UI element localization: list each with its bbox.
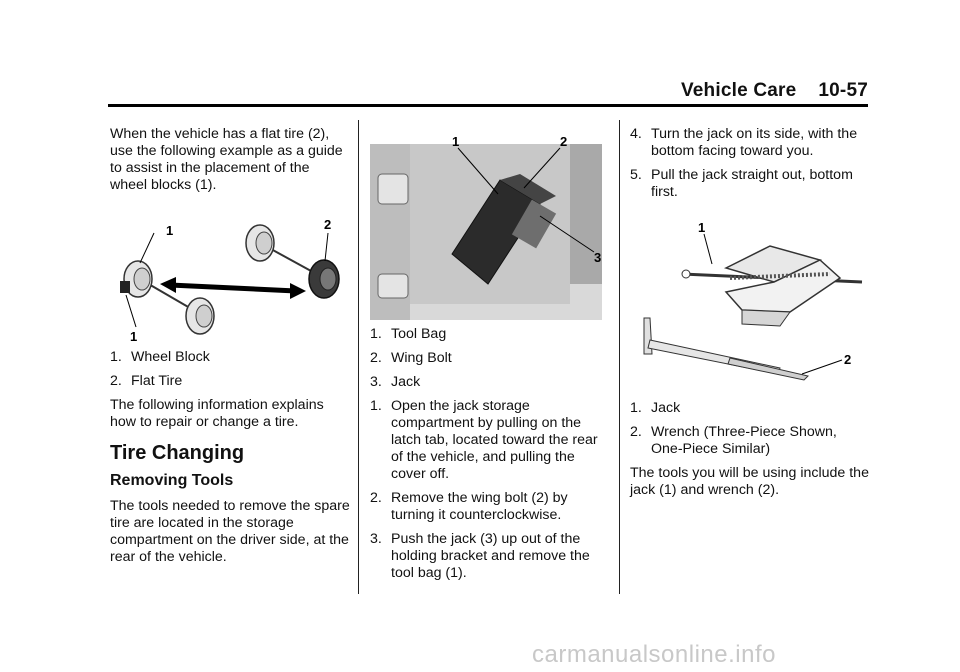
step-item: 3. Push the jack (3) up out of the holding bracket and remove the tool bag (1).	[370, 531, 590, 581]
column-2	[370, 134, 610, 589]
closing-paragraph: The tools you will be using include the jack (1) and wrench (2).	[630, 465, 869, 498]
jack-wrench-illustration	[630, 208, 870, 400]
callout-1: 1	[452, 134, 460, 149]
callout-1-top: 1	[166, 223, 174, 238]
callout-1-bottom: 1	[130, 329, 138, 344]
header-rule	[108, 104, 868, 107]
callout-1: 1	[698, 220, 706, 235]
info-paragraph: The following information explains how to repair or change a tire.	[110, 397, 324, 430]
legend-item: 2. Wing Bolt	[370, 350, 452, 366]
legend-item: 1. Wheel Block	[110, 349, 210, 365]
jack-storage-figure	[370, 134, 610, 320]
step-item: 1. Open the jack storage compartment by pulling on the latch tab, located toward the rear of the vehicle, and pulling the cover off.	[370, 398, 598, 482]
page-number: 10-57	[818, 80, 868, 101]
jack-wrench-figure	[630, 208, 870, 400]
page-header	[681, 80, 868, 102]
section-heading: Tire Changing	[110, 442, 245, 464]
wheel-block-figure	[110, 201, 350, 349]
subsection-heading: Removing Tools	[110, 472, 234, 489]
legend-item: 2. Flat Tire	[110, 373, 183, 389]
column-divider-2	[619, 120, 620, 594]
callout-2: 2	[844, 352, 852, 367]
section-title: Vehicle Care	[680, 80, 797, 101]
jack-storage-photo	[370, 134, 602, 320]
column-1	[110, 126, 350, 573]
legend-item: 2. Wrench (Three-Piece Shown, One-Piece Similar)	[630, 424, 837, 457]
step-item: 2. Remove the wing bolt (2) by turning it counterclockwise.	[370, 490, 568, 523]
step-item: 4. Turn the jack on its side, with the bottom facing toward you.	[630, 126, 858, 159]
column-3	[630, 126, 870, 506]
wheel-block-illustration	[110, 201, 350, 349]
tools-paragraph: The tools needed to remove the spare tire are located in the storage compartment on the driver side, at the rear of the vehicle.	[110, 498, 350, 565]
legend-item: 1. Jack	[630, 400, 681, 416]
legend-item: 3. Jack	[370, 374, 421, 390]
callout-2: 2	[324, 217, 332, 232]
watermark: carmanualsonline.info	[532, 641, 776, 668]
step-item: 5. Pull the jack straight out, bottom first.	[630, 167, 853, 200]
column-divider-1	[358, 120, 359, 594]
callout-2: 2	[560, 134, 568, 149]
callout-3: 3	[594, 250, 602, 265]
intro-paragraph: When the vehicle has a flat tire (2), use the following example as a guide to assist in the placement of the wheel blocks (1).	[110, 126, 343, 193]
legend-item: 1. Tool Bag	[370, 326, 447, 342]
